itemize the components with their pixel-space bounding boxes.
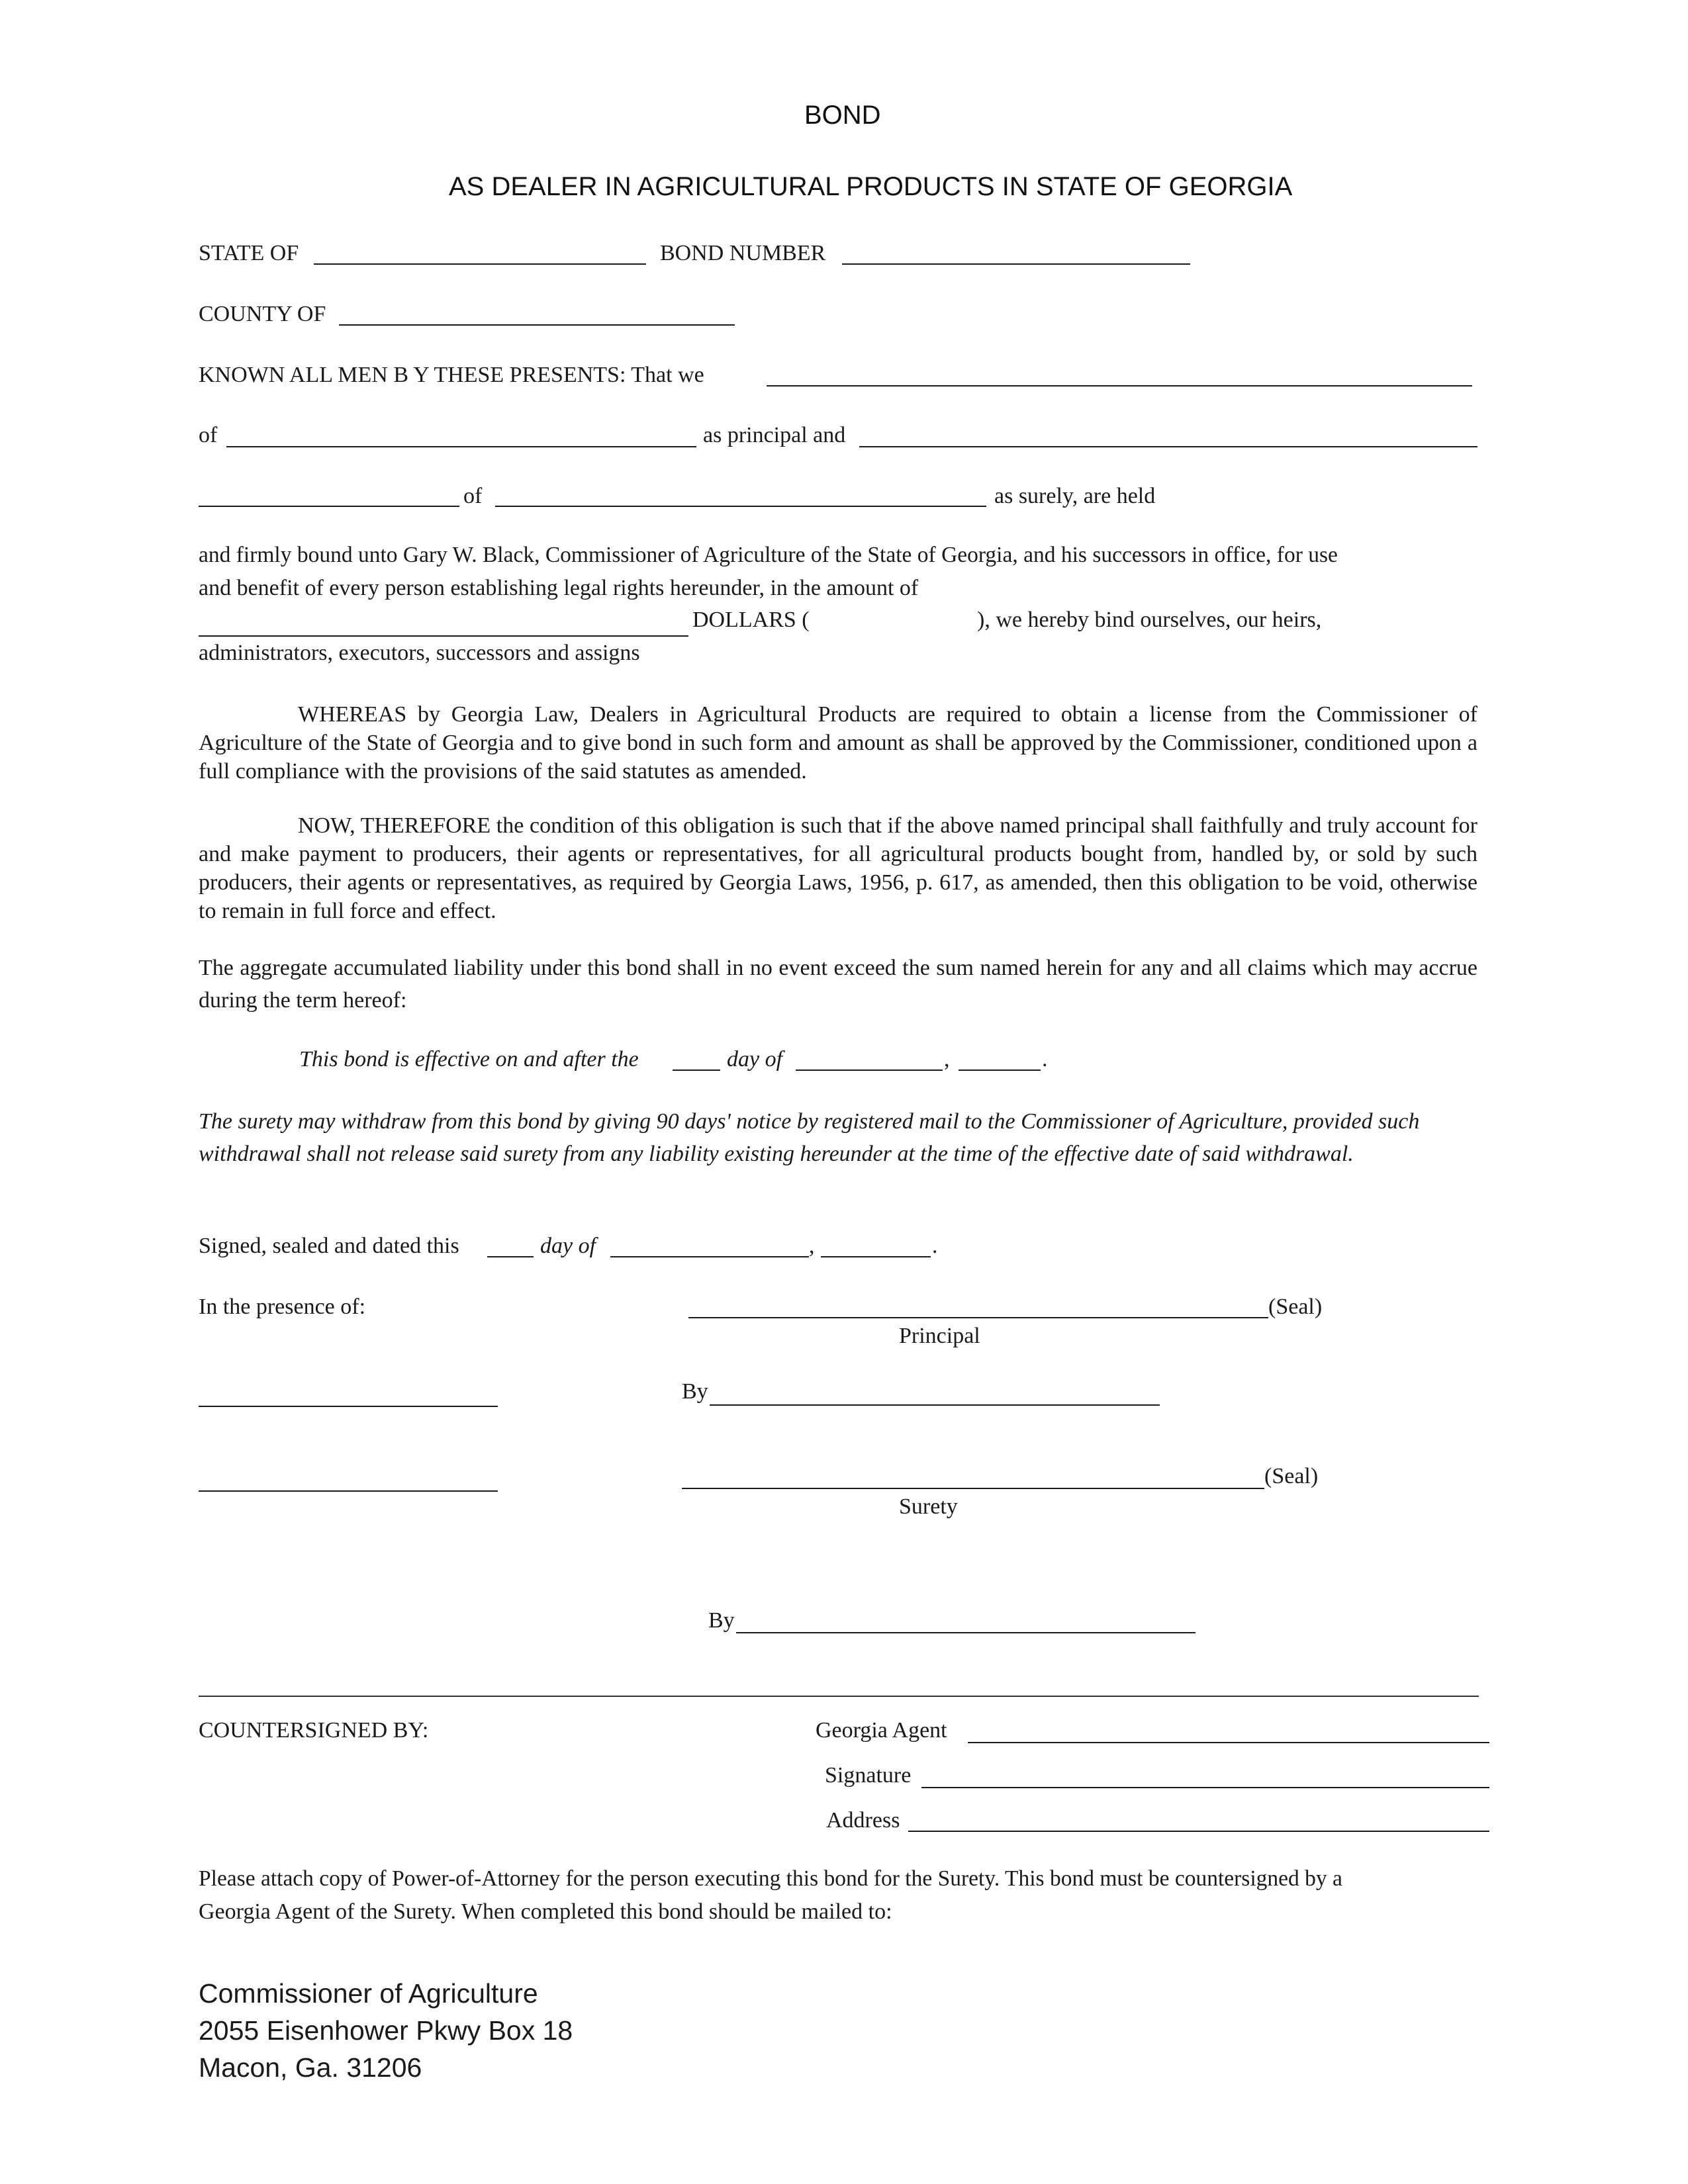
effective-day-of-label: day of (727, 1047, 783, 1071)
whereas-paragraph: WHEREAS by Georgia Law, Dealers in Agricultural Products are required to obtain a license from the Commissioner of Agriculture of the State of Georgia and to give bond in such form and amount as shall be approved by the Commissioner, conditioned upon a full compliance with the provisions of the said statutes as amended. (199, 702, 1477, 784)
of-label-2: of (463, 484, 483, 508)
signed-year-field[interactable] (821, 1256, 931, 1257)
effective-month-field[interactable] (796, 1069, 943, 1071)
known-all-men-label: KNOWN ALL MEN B Y THESE PRESENTS: That we (199, 363, 704, 387)
surety-name-field[interactable] (859, 446, 1477, 447)
county-of-field[interactable] (339, 324, 735, 326)
countersign-signature-field[interactable] (921, 1787, 1489, 1788)
of-label: of (199, 423, 218, 447)
bond-number-label: BOND NUMBER (660, 241, 826, 265)
by-1-label: By (682, 1379, 708, 1404)
witness-2-field[interactable] (199, 1490, 498, 1492)
countersigned-label: COUNTERSIGNED BY: (199, 1718, 429, 1743)
document-title: BOND (804, 101, 881, 130)
principal-by-field[interactable] (710, 1404, 1160, 1406)
signed-month-field[interactable] (610, 1256, 809, 1257)
bond-number-field[interactable] (842, 263, 1190, 265)
bound-line-1: and firmly bound unto Gary W. Black, Commissioner of Agriculture of the State of Georgia, and his successors in office, for use (199, 543, 1338, 567)
mail-to-line-2: 2055 Eisenhower Pkwy Box 18 (199, 2015, 573, 2046)
georgia-agent-field[interactable] (968, 1742, 1489, 1743)
bound-line-4: administrators, executors, successors and assigns (199, 641, 640, 665)
signed-label: Signed, sealed and dated this (199, 1234, 459, 1258)
georgia-agent-label: Georgia Agent (816, 1718, 947, 1743)
principal-label: Principal (899, 1324, 980, 1348)
surety-field-1[interactable] (199, 506, 459, 507)
effective-period: . (1042, 1047, 1048, 1071)
seal-2-label: (Seal) (1264, 1464, 1319, 1488)
dollars-label: DOLLARS ( (692, 608, 810, 632)
signed-comma: , (809, 1234, 815, 1258)
bound-line-2: and benefit of every person establishing legal rights hereunder, in the amount of (199, 576, 919, 600)
mail-to-line-1: Commissioner of Agriculture (199, 1978, 538, 2009)
effective-year-field[interactable] (959, 1069, 1041, 1071)
now-therefore-paragraph: NOW, THEREFORE the condition of this obligation is such that if the above named principal shall faithfully and truly account for and make payment to producers, their agents or representatives, for all agricultural products bought from, handled by, or sold by such producers, their agents or representatives, as required by Georgia Laws, 1956, p. 617, as amended, then this obligation to be void, otherwise to remain in full force and effect. (199, 813, 1477, 923)
signed-period: . (932, 1234, 938, 1258)
surety-by-field[interactable] (736, 1632, 1196, 1633)
in-presence-of-label: In the presence of: (199, 1295, 366, 1319)
signature-label: Signature (825, 1763, 912, 1788)
section-divider (199, 1696, 1479, 1697)
attach-note-line-2: Georgia Agent of the Surety. When completed this bond should be mailed to: (199, 1899, 892, 1924)
state-of-label: STATE OF (199, 241, 299, 265)
state-of-field[interactable] (314, 263, 646, 265)
address-label: Address (826, 1808, 900, 1833)
seal-1-label: (Seal) (1268, 1295, 1323, 1319)
bind-ourselves-label: ), we hereby bind ourselves, our heirs, (977, 608, 1322, 632)
county-of-label: COUNTY OF (199, 302, 326, 326)
effective-label: This bond is effective on and after the (299, 1047, 639, 1071)
attach-note-line-1: Please attach copy of Power-of-Attorney for the person executing this bond for the Surety. This bond must be countersigned by a (199, 1866, 1342, 1891)
amount-words-field[interactable] (199, 635, 688, 637)
principal-name-field[interactable] (767, 385, 1472, 387)
signed-day-of-label: day of (540, 1234, 596, 1258)
mail-to-line-3: Macon, Ga. 31206 (199, 2052, 422, 2083)
countersign-address-field[interactable] (908, 1831, 1489, 1832)
signed-day-field[interactable] (487, 1256, 534, 1257)
aggregate-paragraph: The aggregate accumulated liability under this bond shall in no event exceed the sum named herein for any and all claims which may accrue during the term hereof: (199, 956, 1477, 1013)
witness-1-field[interactable] (199, 1406, 498, 1407)
surety-signature-field[interactable] (682, 1488, 1264, 1489)
principal-signature-field[interactable] (688, 1317, 1268, 1318)
surety-address-field[interactable] (495, 506, 986, 507)
principal-address-field[interactable] (226, 446, 696, 447)
by-2-label: By (708, 1608, 735, 1633)
effective-comma: , (944, 1047, 950, 1071)
as-surely-label: as surely, are held (994, 484, 1156, 508)
surety-label: Surety (899, 1494, 958, 1519)
document-subtitle: AS DEALER IN AGRICULTURAL PRODUCTS IN STATE OF GEORGIA (449, 172, 1293, 201)
as-principal-label: as principal and (703, 423, 846, 447)
effective-day-field[interactable] (673, 1069, 720, 1071)
surety-withdraw-paragraph: The surety may withdraw from this bond by giving 90 days' notice by registered mail to the Commissioner of Agriculture, provided such withdrawal shall not release said surety from any liability existing hereunder at the time of the effective date of said withdrawal. (199, 1109, 1420, 1166)
